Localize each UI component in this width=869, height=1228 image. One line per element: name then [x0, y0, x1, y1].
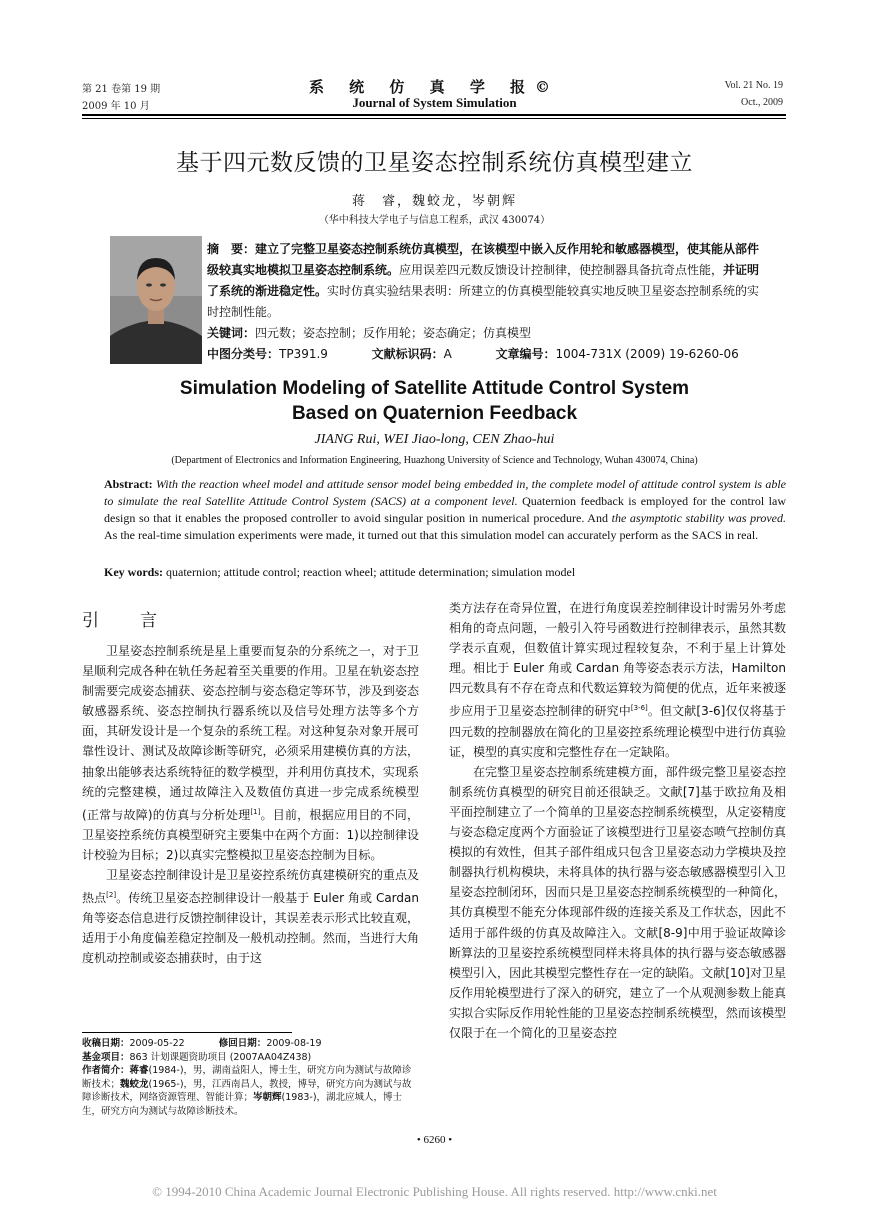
- footnote-fund: [82, 1051, 419, 1065]
- paper-title-en: [0, 376, 869, 426]
- abstract-en-text-1: Quaternion feedback is employed for the control law design so that it enables the proposed controller to avoid singular position in numerical procedure. And: [104, 494, 786, 525]
- revised-date: 2009-08-19: [266, 1038, 322, 1049]
- doc-code-value: A: [443, 347, 452, 361]
- abstract-cn: [207, 239, 767, 323]
- abstract-en-italic-1: With the reaction wheel model and attitude sensor model being embedded in, the complete model of attitude control system is able to simulate the real Satellite Attitude Control System (SACS) at a component level.: [104, 477, 787, 508]
- intro-p2-cont-tail: 。但文献[3-6]仅仅将基于四元数的控制器放在简化的卫星姿控系统理论模型中进行仿真验证，模型的真实度和完整性存在一定缺陷。: [449, 704, 786, 759]
- copyright-footer: © 1994-2010 China Academic Journal Electronic Publishing House. All rights reserved. http://www.cnki.net: [152, 1184, 717, 1199]
- article-number-value: 1004-731X (2009) 19-6260-06: [555, 347, 739, 361]
- author-photo: [110, 236, 202, 364]
- affiliation-en: (Department of Electronics and Information Engineering, Huazhong University of Science and Technology, Wuhan 430074, China): [171, 455, 698, 466]
- abstract-cn-bold-1: 建立了完整卫星姿态控制系统仿真模型，在该模型中嵌入反作用轮和敏感器模型，使其能从部件级较真实地模拟卫星姿态控制系统。: [207, 242, 760, 277]
- header-rule-thick: [82, 114, 786, 116]
- doc-code-label: 文献标识码：: [371, 347, 444, 361]
- page-number: • 6260 •: [416, 1134, 453, 1146]
- bio-author-2-name: 魏蛟龙: [120, 1078, 149, 1090]
- fund-text: 863 计划课题资助项目 (2007AA04Z438): [129, 1051, 312, 1063]
- abstract-en-text-2: As the real-time simulation experiments were made, it turned out that this simulation model can accurately perform as the SACS in real.: [104, 528, 759, 542]
- intro-paragraph-1: [82, 641, 419, 865]
- intro-p2-cont-text: 类方法存在奇异位置，在进行角度误差控制律设计时需另外考虑相角的奇点问题，一般引入符号函数进行控制律表示，虽然其数学表示直观，但数值计算实现过程较复杂，不利于星上计算处理。相比于 Euler 角或 Cardan 角等姿态表示方法，Hamilton 四元数具有不存在奇点和代数运算较为简便的优点，近年来被逐步应用于卫星姿态控制律的研究中: [449, 601, 786, 719]
- intro-paragraph-3: 在完整卫星姿态控制系统建模方面，部件级完整卫星姿态控制系统仿真模型的研究目前还很缺乏。文献[7]基于欧拉角及相平面控制建立了一个简单的卫星姿态控制系统模型，从定姿精度与姿态稳定度两个方面验证了该模型进行卫星姿态喷气控制仿真模拟的有效性，但其子部件组成只包含卫星姿态动力学模块及控制器执行机构模块，未将具体的执行器与姿态敏感器模型引入卫星姿态控制闭环，因而只是卫星姿态控制系统模型的一种简化，其仿真模型不能充分体现部件级的连接关系及工作状态，因此不适用于部件级的仿真及故障注入。文献[8-9]中用于验证故障诊断算法的卫星姿控系统模型同样未将具体的执行器与姿态敏感器模型引入，因此其模型完整性存在一定的缺陷。文献[10]对卫星反作用轮模型进行了深入的研究，建立了一个从观测参数上能真实拟合实际反作用轮性能的卫星姿态控制系统模型，然而该模型仅限于在一个简化的卫星姿态控: [449, 764, 786, 1040]
- intro-p2-text: 卫星姿态控制律设计是卫星姿控系统仿真建模研究的重点及热点: [82, 868, 419, 906]
- citation-ref: [1]: [250, 807, 261, 816]
- footnote-dates: [82, 1037, 419, 1051]
- intro-paragraph-2: [82, 865, 419, 968]
- intro-p1-text: 卫星姿态控制系统是星上重要而复杂的分系统之一，对于卫星顺利完成各种在轨任务起着至关重要的作用。卫星在轨姿态控制需要完成姿态捕获、姿态控制与姿态稳定等环节，涉及到姿态敏感器系统、姿态控制执行器系统以及信号处理方法等多个方面，其研发设计是一个复杂的系统工程。对这种复杂对象开展可靠性设计、测试及故障诊断等研究，必须采用建模仿真的方法，抽象出能够表达系统特征的数学模型，并利用仿真技术，实现系统的完整建模，通过故障注入及数值仿真进一步完成系统模型(正常与故障)的仿真与分析处理: [82, 644, 419, 822]
- keywords-en-text: quaternion; attitude control; reaction wheel; attitude determination; simulation model: [166, 565, 576, 579]
- received-date: 2009-05-22: [129, 1038, 185, 1049]
- keywords-en-label: Key words:: [104, 565, 163, 579]
- paper-title-cn: 基于四元数反馈的卫星姿态控制系统仿真模型建立: [176, 150, 693, 176]
- intro-paragraph-2-cont: [449, 598, 786, 762]
- journal-volume: 第 21 卷第 19 期: [82, 84, 161, 95]
- journal-volume-en: Vol. 21 No. 19: [724, 80, 783, 91]
- abstract-en-label: Abstract:: [104, 477, 153, 491]
- body-right-column: [449, 598, 786, 1043]
- keywords-en: [104, 565, 786, 580]
- journal-date: 2009 年 10 月: [82, 101, 150, 112]
- bio-label: 作者简介：: [82, 1065, 130, 1076]
- bio-author-3-name: 岑朝辉: [253, 1092, 282, 1103]
- citation-ref: [2]: [106, 891, 117, 900]
- classification-row: [207, 345, 767, 362]
- paper-title-en-line2: Based on Quaternion Feedback: [291, 403, 578, 424]
- bio-author-1-name: 蒋睿: [129, 1065, 149, 1076]
- bio-author-3: (1983-)，湖北应城人，博士生，研究方向为测试与故障诊断技术。: [82, 1092, 403, 1117]
- clc-label: 中图分类号：: [207, 347, 280, 361]
- abstract-cn-text-1: 应用误差四元数反馈设计控制律，使控制器具备抗奇点性能，: [399, 263, 724, 277]
- received-label: 收稿日期：: [82, 1038, 130, 1049]
- journal-name-en: Journal of System Simulation: [352, 95, 517, 110]
- bio-author-2: (1965-)，男，江西南昌人，教授，博导，研究方向为测试与故障诊断技术，网络资源管理、智能计算；: [82, 1078, 412, 1103]
- header-rule-thin: [82, 118, 786, 119]
- article-number-label: 文章编号：: [495, 347, 556, 361]
- clc-value: TP391.9: [279, 347, 328, 361]
- body-left-column: [82, 641, 419, 969]
- footnote: [82, 1037, 419, 1118]
- intro-p1-tail: 。目前，根据应用目的不同，卫星姿控系统仿真模型研究主要集中在两个方面：1)以控制律设计校验为目标；2)以真实完整模拟卫星姿态控制为目标。: [82, 807, 419, 862]
- footnote-bio: [82, 1064, 419, 1118]
- keywords-cn-text: 四元数；姿态控制；反作用轮；姿态确定；仿真模型: [255, 326, 532, 340]
- authors-en: JIANG Rui, WEI Jiao-long, CEN Zhao-hui: [314, 432, 555, 447]
- citation-ref: [3-6]: [630, 704, 648, 713]
- keywords-cn-label: 关键词：: [207, 326, 256, 340]
- keywords-cn: [207, 324, 767, 341]
- abstract-en: [104, 476, 786, 544]
- intro-p2-tail: 。传统卫星姿态控制律设计一般基于 Euler 角或 Cardan 角等姿态信息进行反馈控制律设计，其误差表示形式比较直观，适用于小角度偏差稳定控制及一般机动控制。然而，当进行大角度机动控制或姿态捕获时，由于这: [82, 891, 419, 966]
- revised-label: 修回日期：: [218, 1038, 267, 1049]
- bio-author-1: (1984-)，男，湖南益阳人，博士生，研究方向为测试与故障诊断技术；: [82, 1065, 412, 1090]
- author-portrait-image: [110, 236, 202, 364]
- fund-label: 基金项目：: [82, 1051, 130, 1063]
- journal-date-en: Oct., 2009: [741, 97, 783, 108]
- abstract-en-italic-2: the asymptotic stability was proved.: [611, 511, 787, 525]
- abstract-cn-label: 摘 要：: [207, 242, 256, 256]
- journal-name-cn: 系 统 仿 真 学 报©: [308, 78, 561, 96]
- authors-cn: 蒋 睿，魏蛟龙，岑朝辉: [351, 194, 517, 209]
- footnote-rule: [82, 1032, 292, 1033]
- abstract-cn-text-2: 实时仿真实验结果表明：所建立的仿真模型能较真实地反映卫星姿态控制系统的实时控制性能。: [207, 284, 760, 319]
- affiliation-cn: （华中科技大学电子与信息工程系，武汉 430074）: [318, 215, 551, 226]
- paper-title-en-line1: Simulation Modeling of Satellite Attitude Control System: [179, 378, 690, 399]
- section-heading-introduction: 引 言: [82, 611, 169, 631]
- abstract-cn-bold-2: 并证明了系统的渐进稳定性。: [207, 263, 760, 298]
